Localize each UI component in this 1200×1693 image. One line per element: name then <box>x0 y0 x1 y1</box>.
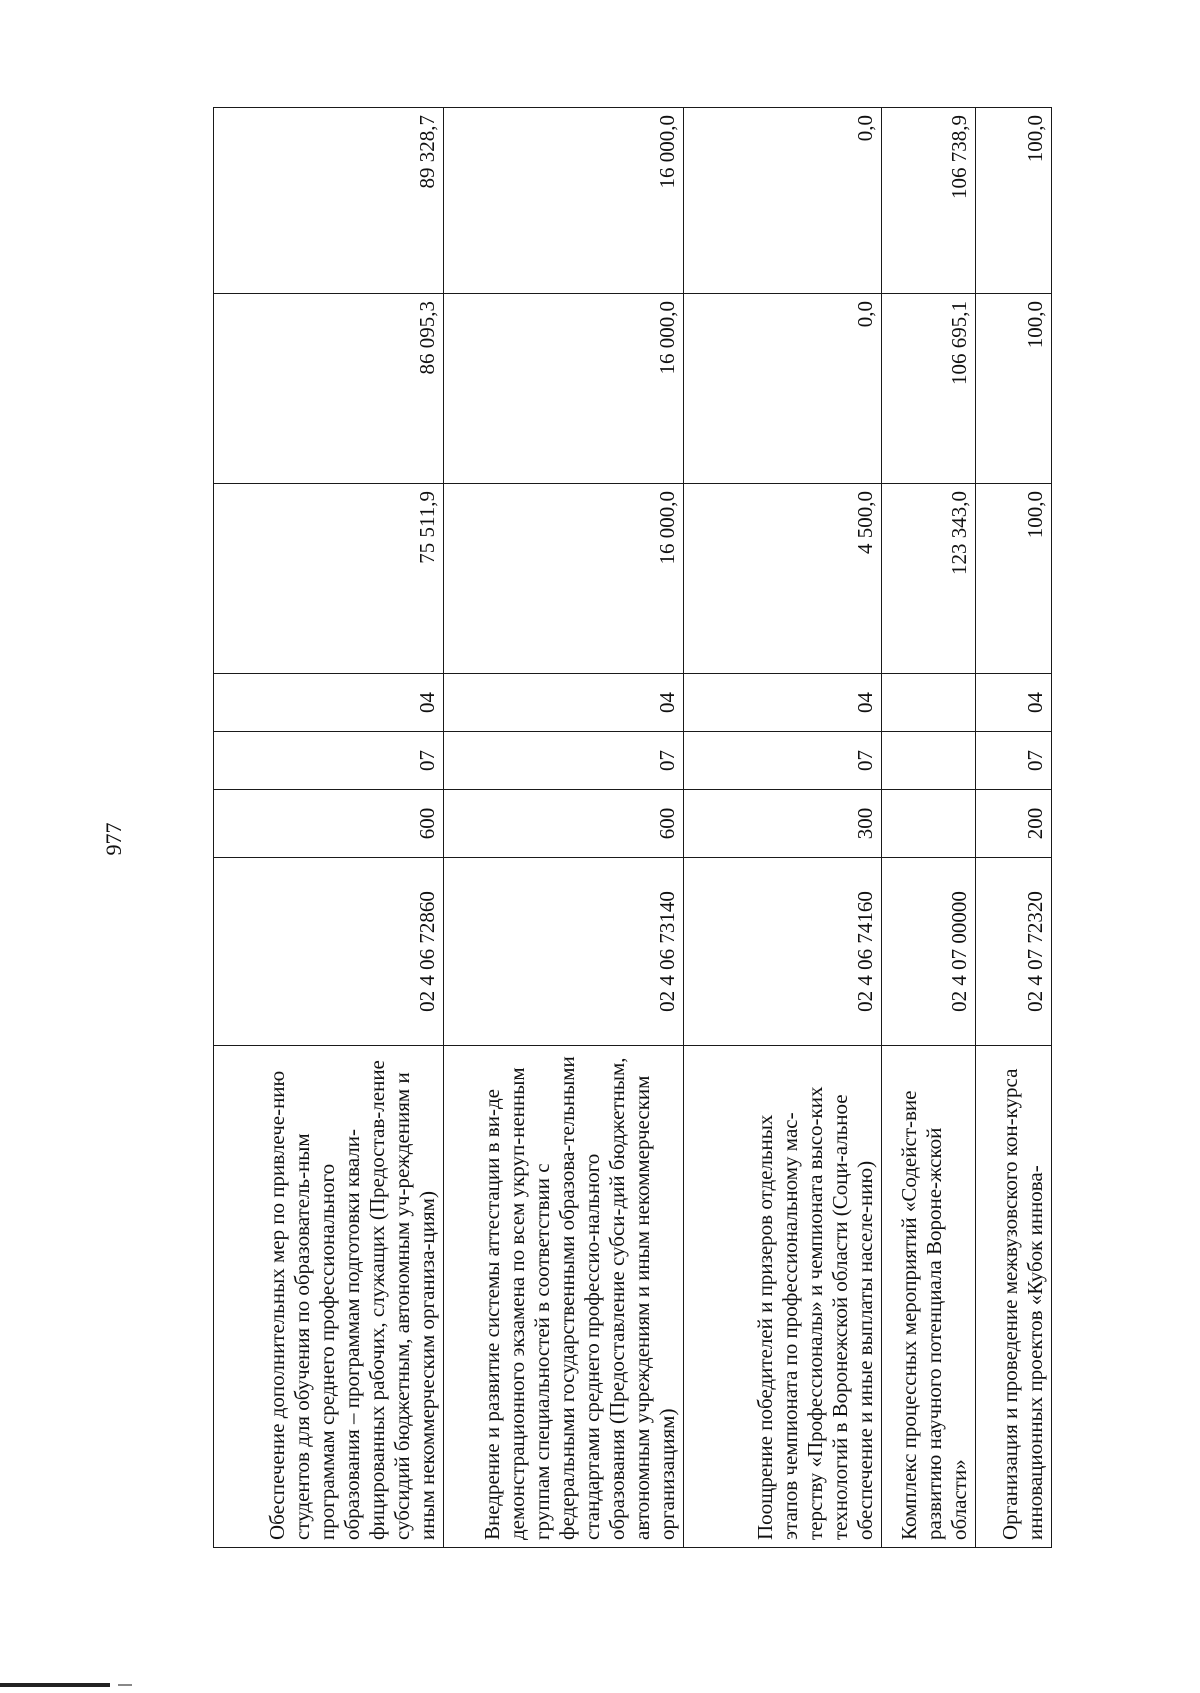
table-row <box>444 108 684 1548</box>
amount-year-1: 4 500,0 <box>684 484 882 674</box>
amount-year-3: 89 328,7 <box>214 108 444 294</box>
amount-year-2: 100,0 <box>976 294 1052 484</box>
amount-year-1: 123 343,0 <box>882 484 976 674</box>
section-code: 07 <box>214 732 444 790</box>
table-row <box>214 108 444 1548</box>
table-row <box>684 108 882 1548</box>
expense-type-code: 200 <box>976 790 1052 858</box>
target-article-code: 02 4 07 00000 <box>882 858 976 1046</box>
table-row <box>976 108 1052 1548</box>
section-code <box>882 732 976 790</box>
row-name: Обеспечение дополнительных мер по привлече-нию студентов для обучения по образователь-ным программам среднего профессионального образования – программам подготовки квали-фицированных рабочих, служащих (Предостав-ление субсидий бюджетным, автономным уч-реждениям и иным некоммерческим организа-циям) <box>214 1046 444 1548</box>
amount-year-1: 75 511,9 <box>214 484 444 674</box>
subsection-code: 04 <box>976 674 1052 732</box>
amount-year-3: 16 000,0 <box>444 108 684 294</box>
page-number: 977 <box>101 822 126 856</box>
scan-edge-mark <box>118 1684 132 1686</box>
subsection-code: 04 <box>214 674 444 732</box>
target-article-code: 02 4 06 72860 <box>214 858 444 1046</box>
subsection-code <box>882 674 976 732</box>
amount-year-1: 16 000,0 <box>444 484 684 674</box>
amount-year-2: 86 095,3 <box>214 294 444 484</box>
row-name: Внедрение и развитие системы аттестации в ви-де демонстрационного экзамена по всем укруп-ненным группам специальностей в соответствии с федеральными государственными образова-тельными стандартами среднего профессио-нального образования (Предоставление субси-дий бюджетным, автономным учреждениям и иным некоммерческим организациям) <box>444 1046 684 1548</box>
rotated-page-content <box>213 108 1051 1548</box>
expense-type-code: 600 <box>214 790 444 858</box>
amount-year-3: 100,0 <box>976 108 1052 294</box>
amount-year-3: 106 738,9 <box>882 108 976 294</box>
expense-type-code <box>882 790 976 858</box>
subsection-code: 04 <box>444 674 684 732</box>
table-row <box>882 108 976 1548</box>
scan-edge-mark <box>0 1683 110 1687</box>
row-name: Организация и проведение межвузовского кон-курса инновационных проектов «Кубок иннова- <box>976 1046 1052 1548</box>
expense-type-code: 300 <box>684 790 882 858</box>
subsection-code: 04 <box>684 674 882 732</box>
row-name: Поощрение победителей и призеров отдельных этапов чемпионата по профессиональному мас-терству «Профессионалы» и чемпионата высо-ких технологий в Воронежской области (Соци-альное обеспечение и иные выплаты населе-нию) <box>684 1046 882 1548</box>
amount-year-2: 16 000,0 <box>444 294 684 484</box>
row-name: Комплекс процессных мероприятий «Содейст-вие развитию научного потенциала Вороне-жской области» <box>882 1046 976 1548</box>
budget-table <box>213 107 1052 1548</box>
target-article-code: 02 4 07 72320 <box>976 858 1052 1046</box>
target-article-code: 02 4 06 74160 <box>684 858 882 1046</box>
section-code: 07 <box>976 732 1052 790</box>
target-article-code: 02 4 06 73140 <box>444 858 684 1046</box>
amount-year-3: 0,0 <box>684 108 882 294</box>
section-code: 07 <box>684 732 882 790</box>
expense-type-code: 600 <box>444 790 684 858</box>
amount-year-2: 106 695,1 <box>882 294 976 484</box>
amount-year-2: 0,0 <box>684 294 882 484</box>
amount-year-1: 100,0 <box>976 484 1052 674</box>
section-code: 07 <box>444 732 684 790</box>
